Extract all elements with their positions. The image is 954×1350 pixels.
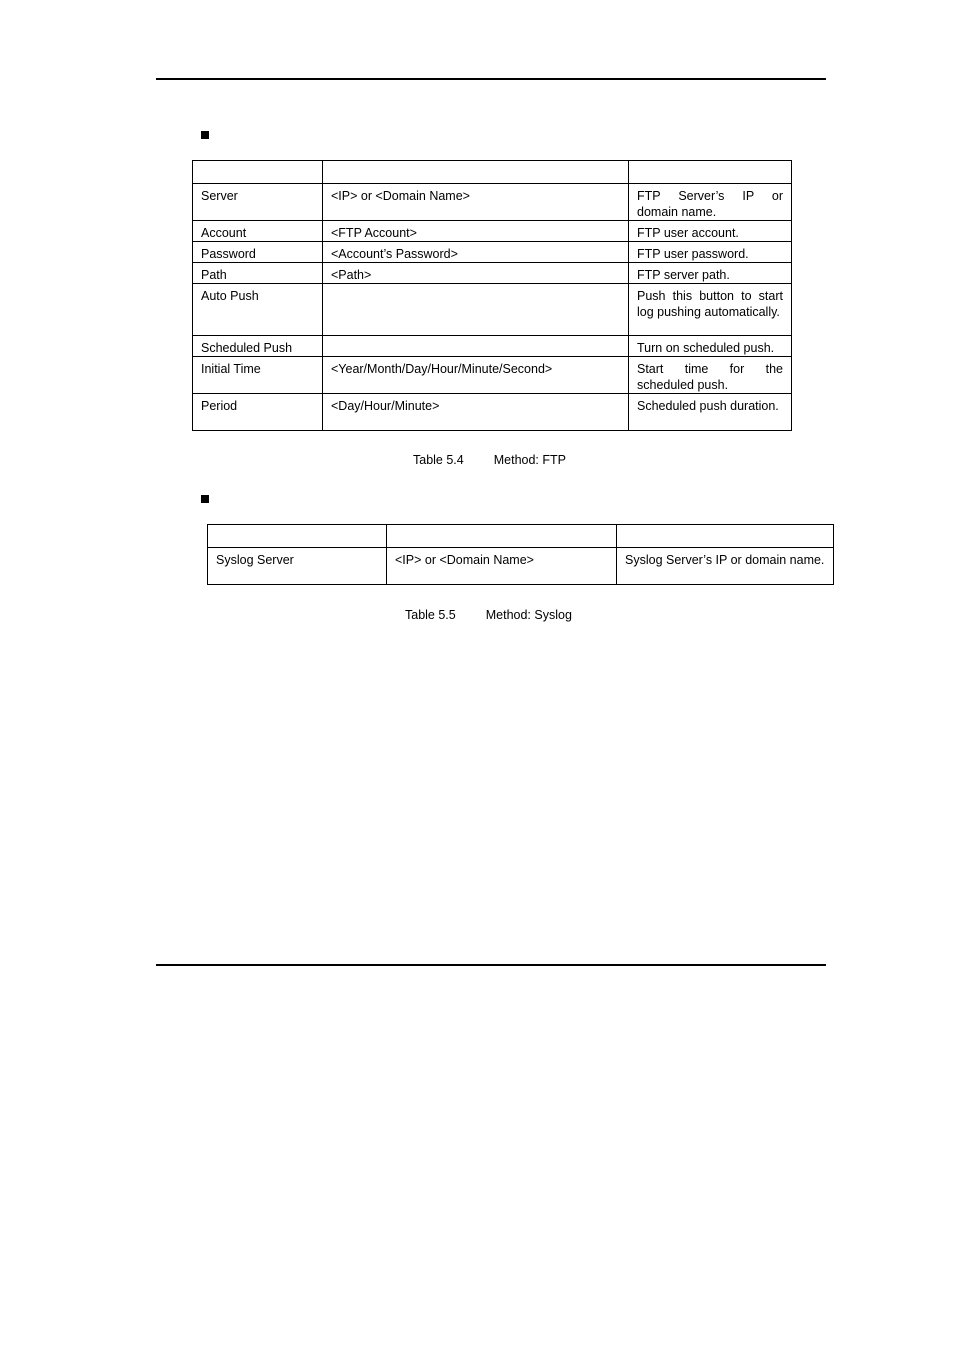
header-cell: [387, 525, 617, 548]
syslog-table: [207, 524, 834, 585]
caption-text: Method: FTP: [493, 453, 566, 467]
value-cell: [323, 336, 629, 357]
caption-number: Table 5.4: [413, 453, 464, 467]
value-cell: [323, 284, 629, 336]
table-row: [193, 284, 792, 336]
bullet-square-icon: [201, 131, 209, 139]
table-header-row: [208, 525, 834, 548]
header-cell: [323, 161, 629, 184]
table-caption-syslog: [405, 608, 572, 622]
bullet-square-icon: [201, 495, 209, 503]
caption-number: Table 5.5: [405, 608, 456, 622]
value-cell: <Year/Month/Day/Hour/Minute/Second>: [323, 357, 629, 394]
header-cell: [208, 525, 387, 548]
item-cell: Password: [193, 242, 323, 263]
value-cell: <FTP Account>: [323, 221, 629, 242]
desc-cell: FTP Server’s IP or domain name.: [629, 184, 792, 221]
item-cell: Period: [193, 394, 323, 431]
desc-cell: Syslog Server’s IP or domain name.: [617, 548, 834, 585]
table-row: [193, 221, 792, 242]
desc-cell: FTP user account.: [629, 221, 792, 242]
item-cell: Server: [193, 184, 323, 221]
desc-cell: FTP user password.: [629, 242, 792, 263]
table-row: [193, 184, 792, 221]
table-row: [193, 357, 792, 394]
caption-text: Method: Syslog: [485, 608, 572, 622]
value-cell: <IP> or <Domain Name>: [323, 184, 629, 221]
desc-cell: Push this button to start log pushing automatically.: [629, 284, 792, 336]
table-caption-ftp: [413, 453, 566, 467]
item-cell: Account: [193, 221, 323, 242]
footer-rule: [156, 964, 826, 966]
value-cell: <Day/Hour/Minute>: [323, 394, 629, 431]
value-cell: <Path>: [323, 263, 629, 284]
desc-cell: Scheduled push duration.: [629, 394, 792, 431]
value-cell: <IP> or <Domain Name>: [387, 548, 617, 585]
header-cell: [617, 525, 834, 548]
value-cell: <Account’s Password>: [323, 242, 629, 263]
desc-cell: FTP server path.: [629, 263, 792, 284]
table-row: [193, 336, 792, 357]
header-cell: [629, 161, 792, 184]
header-rule: [156, 78, 826, 80]
item-cell: Scheduled Push: [193, 336, 323, 357]
desc-cell: Start time for the scheduled push.: [629, 357, 792, 394]
header-cell: [193, 161, 323, 184]
table-row: [193, 394, 792, 431]
item-cell: Path: [193, 263, 323, 284]
ftp-table: [192, 160, 792, 431]
desc-cell: Turn on scheduled push.: [629, 336, 792, 357]
table-header-row: [193, 161, 792, 184]
table-row: [208, 548, 834, 585]
table-row: [193, 242, 792, 263]
table-row: [193, 263, 792, 284]
item-cell: Initial Time: [193, 357, 323, 394]
item-cell: Auto Push: [193, 284, 323, 336]
item-cell: Syslog Server: [208, 548, 387, 585]
